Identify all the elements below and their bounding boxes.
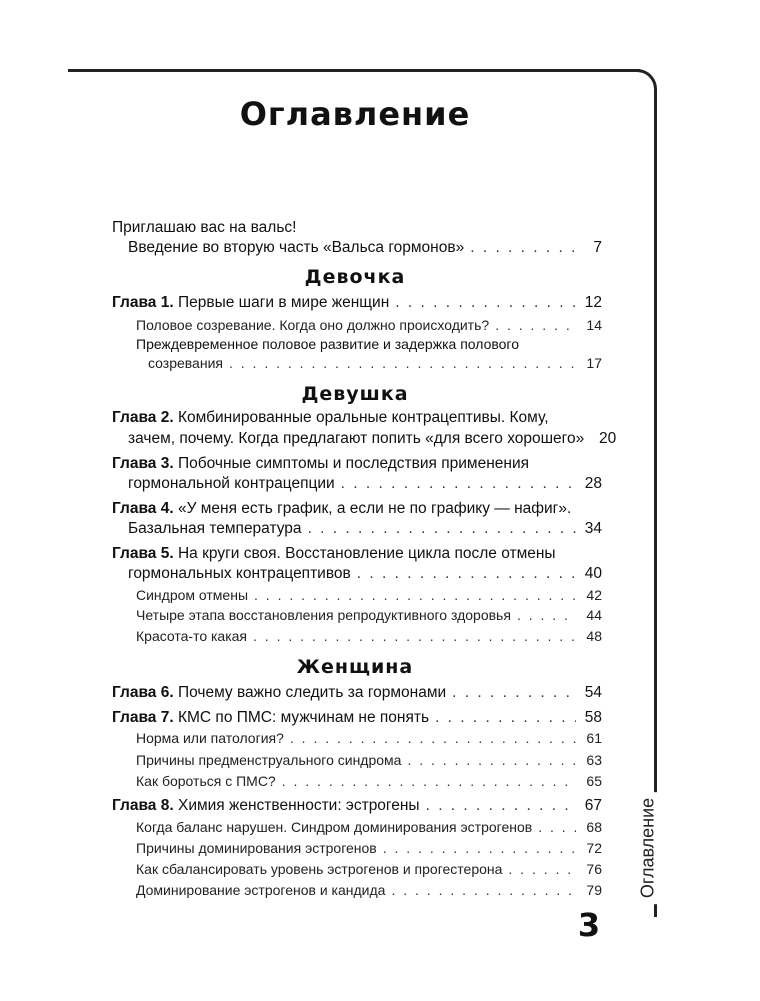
toc-page-number: 7 xyxy=(593,239,602,256)
section-heading-girl: Девочка xyxy=(304,266,406,288)
leader-dots xyxy=(341,474,576,494)
toc-page-number: 54 xyxy=(584,684,602,701)
toc-entry-text: Побочные симптомы и последствия применения xyxy=(177,455,529,472)
leader-dots xyxy=(308,519,576,539)
toc-page-number: 17 xyxy=(586,355,602,371)
toc-page-number: 28 xyxy=(584,475,602,492)
chapter-label: Глава 2. xyxy=(112,409,174,426)
toc-entry-8-2[interactable] xyxy=(136,838,602,858)
toc-page-number: 42 xyxy=(586,587,602,603)
toc-entry-text: Химия женственности: эстрогены xyxy=(177,797,420,814)
page-number: 3 xyxy=(577,906,601,944)
toc-entry-text: Причины доминирования эстрогенов xyxy=(136,840,377,856)
leader-dots xyxy=(229,353,576,373)
chapter-label: Глава 4. xyxy=(112,500,174,517)
leader-dots xyxy=(395,293,576,313)
leader-dots xyxy=(383,838,576,858)
toc-page-number: 68 xyxy=(586,819,602,835)
side-section-label: Оглавление xyxy=(638,792,659,904)
toc-page-number: 72 xyxy=(586,840,602,856)
leader-dots xyxy=(391,880,576,900)
toc-page-number: 61 xyxy=(586,730,602,746)
toc-entry-chapter-4-line1[interactable] xyxy=(112,499,571,519)
toc-page-number: 67 xyxy=(584,797,602,814)
section-heading-woman: Женщина xyxy=(296,656,414,678)
toc-entry-text: Доминирование эстрогенов и кандида xyxy=(136,882,386,898)
leader-dots xyxy=(470,238,576,258)
chapter-label: Глава 3. xyxy=(112,455,174,472)
toc-page-number: 44 xyxy=(586,607,602,623)
leader-dots xyxy=(435,708,576,728)
toc-entry-7-1[interactable] xyxy=(136,728,602,748)
toc-entry-text: Четыре этапа восстановления репродуктивного здоровья xyxy=(136,607,511,623)
toc-entry-chapter-3[interactable] xyxy=(128,474,602,494)
toc-entry-chapter-2[interactable] xyxy=(128,429,617,449)
toc-entry-text: Первые шаги в мире женщин xyxy=(177,294,390,311)
leader-dots xyxy=(426,796,576,816)
leader-dots xyxy=(253,626,576,646)
frame-top-border xyxy=(68,69,640,72)
toc-entry-7-3[interactable] xyxy=(136,771,602,791)
frame-right-border xyxy=(637,69,657,799)
toc-entry-chapter-8[interactable] xyxy=(112,796,602,816)
toc-entry-text: КМС по ПМС: мужчинам не понять xyxy=(177,709,430,726)
toc-entry-1-2-line1: Преждевременное половое развитие и задержка полового xyxy=(136,336,520,352)
toc-entry-chapter-5[interactable] xyxy=(128,564,602,584)
toc-entry-text: Половое созревание. Когда оно должно происходить? xyxy=(136,317,490,333)
chapter-label: Глава 8. xyxy=(112,797,174,814)
toc-entry-text: гормональной контрацепции xyxy=(128,475,335,492)
toc-entry-text: зачем, почему. Когда предлагают попить «для всего хорошего» xyxy=(128,430,585,447)
chapter-label: Глава 1. xyxy=(112,294,174,311)
toc-entry-chapter-4[interactable] xyxy=(128,519,602,539)
toc-entry-chapter-7[interactable] xyxy=(112,708,602,728)
toc-page-number: 12 xyxy=(584,294,602,311)
toc-entry-5-1[interactable] xyxy=(136,585,602,605)
toc-entry-intro[interactable] xyxy=(128,238,602,258)
toc-page-number: 63 xyxy=(586,752,602,768)
leader-dots xyxy=(407,750,576,770)
toc-entry-text: Почему важно следить за гормонами xyxy=(177,684,447,701)
toc-entry-chapter-2-line1[interactable] xyxy=(112,408,549,428)
toc-page-number: 34 xyxy=(584,520,602,537)
toc-entry-7-2[interactable] xyxy=(136,750,602,770)
toc-entry-8-1[interactable] xyxy=(136,817,602,837)
toc-entry-text: гормональных контрацептивов xyxy=(128,565,351,582)
toc-page-number: 76 xyxy=(586,861,602,877)
toc-entry-chapter-6[interactable] xyxy=(112,683,602,703)
toc-page-number: 48 xyxy=(586,628,602,644)
toc-entry-text: На круги своя. Восстановление цикла после отмены xyxy=(177,545,556,562)
toc-entry-text: Причины предменструального синдрома xyxy=(136,752,402,768)
toc-entry-text: Красота-то какая xyxy=(136,628,248,644)
toc-page-number: 58 xyxy=(584,709,602,726)
leader-dots xyxy=(508,859,576,879)
chapter-label: Глава 6. xyxy=(112,684,174,701)
toc-page-number: 40 xyxy=(584,565,602,582)
toc-entry-text: созревания xyxy=(148,355,223,371)
leader-dots xyxy=(357,564,576,584)
toc-entry-1-1[interactable] xyxy=(136,315,602,335)
toc-entry-chapter-5-line1[interactable] xyxy=(112,544,556,564)
section-heading-young-woman: Девушка xyxy=(301,383,409,405)
toc-page-number: 20 xyxy=(599,430,617,447)
leader-dots xyxy=(282,771,576,791)
leader-dots xyxy=(538,817,576,837)
toc-entry-5-2[interactable] xyxy=(136,605,602,625)
leader-dots xyxy=(452,683,576,703)
page-title: Оглавление xyxy=(239,95,471,133)
toc-entry-text: Норма или патология? xyxy=(136,730,284,746)
toc-entry-1-2[interactable] xyxy=(148,353,602,373)
toc-entry-text: Синдром отмены xyxy=(136,587,249,603)
leader-dots xyxy=(495,315,576,335)
leader-dots xyxy=(290,728,576,748)
toc-entry-chapter-1[interactable] xyxy=(112,293,602,313)
toc-page-number: 14 xyxy=(586,317,602,333)
intro-line-1: Приглашаю вас на вальс! xyxy=(112,219,297,236)
toc-entry-5-3[interactable] xyxy=(136,626,602,646)
toc-entry-text: Введение во вторую часть «Вальса гормонов» xyxy=(128,239,465,256)
toc-entry-text: «У меня есть график, а если не по графику — нафиг». xyxy=(177,500,572,517)
toc-entry-8-4[interactable] xyxy=(136,880,602,900)
chapter-label: Глава 7. xyxy=(112,709,174,726)
toc-entry-text: Как сбалансировать уровень эстрогенов и прогестерона xyxy=(136,861,503,877)
toc-page-number: 79 xyxy=(586,882,602,898)
toc-entry-8-3[interactable] xyxy=(136,859,602,879)
leader-dots xyxy=(517,605,576,625)
toc-entry-text: Комбинированные оральные контрацептивы. Кому, xyxy=(177,409,549,426)
toc-entry-text: Как бороться с ПМС? xyxy=(136,773,276,789)
toc-entry-chapter-3-line1[interactable] xyxy=(112,454,529,474)
chapter-label: Глава 5. xyxy=(112,545,174,562)
toc-page-number: 65 xyxy=(586,773,602,789)
leader-dots xyxy=(254,585,576,605)
toc-entry-text: Когда баланс нарушен. Синдром доминирования эстрогенов xyxy=(136,819,533,835)
toc-entry-text: Базальная температура xyxy=(128,520,302,537)
